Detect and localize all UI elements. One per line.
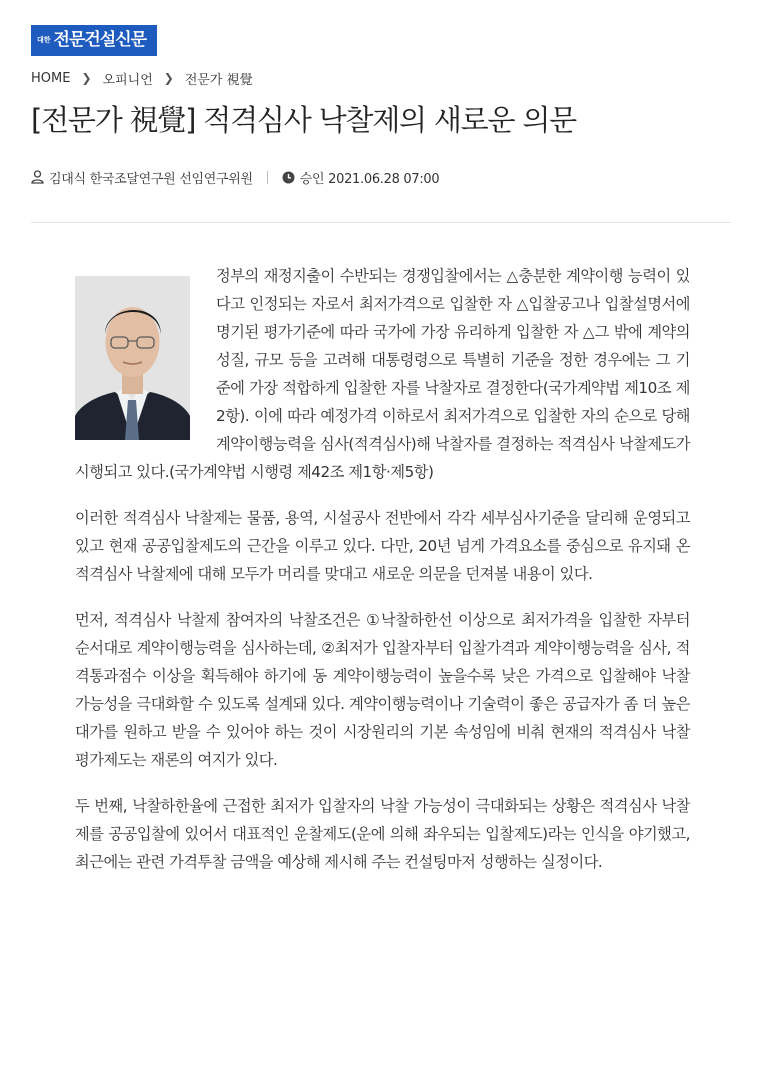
article-paragraph: 정부의 재정지출이 수반되는 경쟁입찰에서는 △충분한 계약이행 능력이 있다고 인정되는 자로서 최저가격으로 입찰한 자 △입찰공고나 입찰설명서에 명기된 평가기준에 따라 국가에 가장 유리하게 입찰한 자 △그 밖에 계약의 성질, 규모 등을 고려해 대통령령으로 특별히 기준을 정한 경우에는 그 기준에 가장 적합하게 입찰한 자를 낙찰자로 결정한다(국가계약법 제10조 제2항). 이에 따라 예정가격 이하로서 최저가격으로 입찰한 자의 순으로 당해 계약이행능력을 심사(적격심사)해 낙찰자를 결정하는 적격심사 낙찰제도가 시행되고 있다.(국가계약법 시행령 제42조 제1항·제5항) — [75, 267, 690, 481]
photo-spacer — [75, 262, 216, 458]
article-paragraph: 먼저, 적격심사 낙찰제 참여자의 낙찰조건은 ①낙찰하한선 이상으로 최저가격을 입찰한 자부터 순서대로 계약이행능력을 심사하는데, ②최저가 입찰자부터 입찰가격과 계약이행능력을 심사, 적격통과점수 이상을 획득해야 하기에 동 계약이행능력이 높을수록 낮은 가격으로 입찰해야 낙찰 가능성을 극대화할 수 있도록 설계돼 있다. 계약이행능력이나 기술력이 좋은 공급자가 좀 더 높은 대가를 원하고 받을 수 있어야 하는 것이 시장원리의 기본 속성임에 비춰 현재의 적격심사 낙찰 평가제도는 재론의 여지가 있다. — [75, 611, 690, 769]
clock-icon — [282, 171, 295, 184]
article-paragraph: 이러한 적격심사 낙찰제는 물품, 용역, 시설공사 전반에서 각각 세부심사기준을 달리해 운영되고 있고 현재 공공입찰제도의 근간을 이루고 있다. 다만, 20년 넘게 가격요소를 중심으로 유지돼 온 적격심사 낙찰제에 대해 모두가 머리를 맞대고 새로운 의문을 던져볼 내용이 있다. — [75, 509, 690, 583]
breadcrumb-home[interactable]: HOME — [31, 70, 71, 86]
author-byline: 김대식 한국조달연구원 선임연구위원 — [49, 171, 253, 187]
user-icon — [31, 170, 44, 184]
breadcrumb-opinion[interactable]: 오피니언 — [102, 72, 153, 88]
meta-divider — [267, 171, 268, 184]
breadcrumb — [31, 68, 253, 88]
site-logo[interactable] — [31, 25, 157, 56]
approved-datetime: 승인 2021.06.28 07:00 — [299, 171, 440, 187]
logo-prefix: 대한 — [37, 36, 51, 44]
chevron-right-icon: ❯ — [163, 71, 174, 85]
logo-name: 전문건설신문 — [53, 30, 147, 50]
chevron-right-icon: ❯ — [81, 71, 92, 85]
article-body — [75, 262, 690, 894]
article-meta — [31, 166, 439, 188]
article-paragraph: 두 번째, 낙찰하한율에 근접한 최저가 입찰자의 낙찰 가능성이 극대화되는 상황은 적격심사 낙찰제를 공공입찰에 있어서 대표적인 운찰제도(운에 의해 좌우되는 입찰제도)라는 인식을 야기했고, 최근에는 관련 가격투찰 금액을 예상해 제시해 주는 컨설팅마저 성행하는 실정이다. — [75, 797, 690, 871]
breadcrumb-section[interactable]: 전문가 視覺 — [184, 72, 253, 88]
header-divider — [31, 222, 731, 223]
article-title: [전문가 視覺] 적격심사 낙찰제의 새로운 의문 — [31, 103, 576, 137]
